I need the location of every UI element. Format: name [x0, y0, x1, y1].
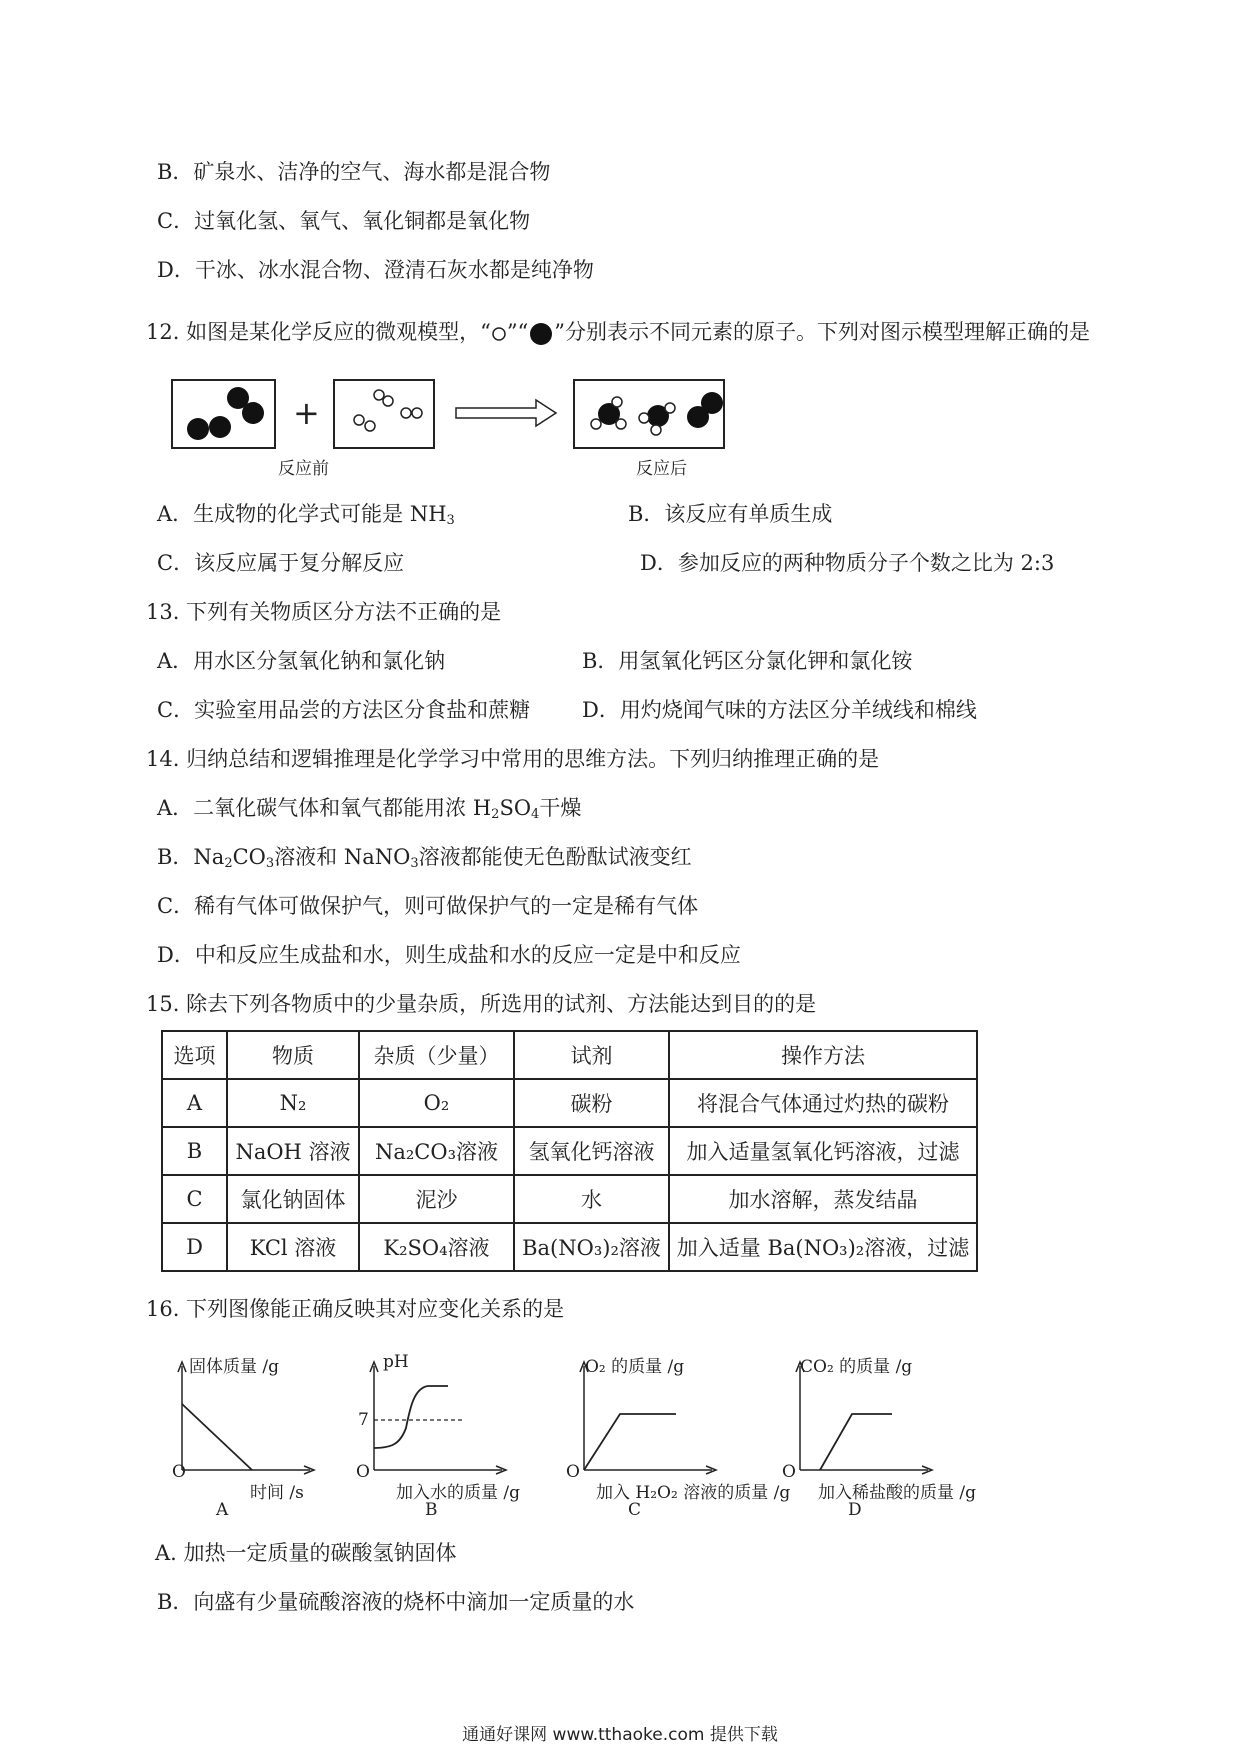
graph-c-letter: C — [628, 1500, 642, 1520]
header-cell: 操作方法 — [669, 1031, 977, 1079]
table-cell: Na₂CO₃溶液 — [359, 1127, 514, 1175]
svg-text:+: + — [293, 394, 320, 432]
header-cell: 试剂 — [514, 1031, 669, 1079]
table-cell: 加入适量 Ba(NO₃)₂溶液，过滤 — [669, 1223, 977, 1271]
header-cell: 物质 — [227, 1031, 359, 1079]
q16-option-a: A. 加热一定质量的碳酸氢钠固体 — [155, 1541, 457, 1565]
q14-option-b: B．$Na_2CO_3$溶液和 NaNO$_3$溶液都能使无色酚酞试液变红 — [157, 845, 692, 871]
graph-b-letter: B — [425, 1500, 438, 1520]
reaction-model-diagram — [170, 378, 760, 453]
graph-b-ylabel: pH — [383, 1352, 409, 1372]
q16-option-b: B．向盛有少量硫酸溶液的烧杯中滴加一定质量的水 — [157, 1590, 635, 1614]
q13-option-c: C．实验室用品尝的方法区分食盐和蔗糖 — [157, 698, 531, 722]
graph-a-origin: O — [172, 1462, 186, 1482]
graph-a-xlabel: 时间 /s — [250, 1483, 304, 1503]
q12-option-c: C．该反应属于复分解反应 — [157, 551, 405, 575]
table-cell: K₂SO₄溶液 — [359, 1223, 514, 1271]
header-cell: 杂质（少量） — [359, 1031, 514, 1079]
q13-option-a: A．用水区分氢氧化钠和氯化钠 — [157, 649, 446, 673]
q12-stem: 12. 如图是某化学反应的微观模型，“ ”“ ”分别表示不同元素的原子。下列对图示模型理解正确的是 — [146, 318, 1090, 347]
black-atom-icon — [528, 321, 554, 347]
graph-c-ylabel: O₂ 的质量 /g — [585, 1357, 685, 1377]
table-cell: 加入适量氢氧化钙溶液，过滤 — [669, 1127, 977, 1175]
q12-option-b: B．该反应有单质生成 — [628, 502, 833, 526]
table-cell: 氢氧化钙溶液 — [514, 1127, 669, 1175]
table-cell: NaOH 溶液 — [227, 1127, 359, 1175]
table-cell: D — [162, 1223, 227, 1271]
graph-d-ylabel: CO₂ 的质量 /g — [800, 1357, 913, 1377]
q11-option-b: B．矿泉水、洁净的空气、海水都是混合物 — [157, 160, 551, 184]
q14-stem: 14. 归纳总结和逻辑推理是化学学习中常用的思维方法。下列归纳推理正确的是 — [146, 747, 880, 771]
header-cell: 选项 — [162, 1031, 227, 1079]
graph-d-xlabel: 加入稀盐酸的质量 /g — [818, 1483, 977, 1503]
graph-d-origin: O — [782, 1462, 796, 1482]
graph-c-origin: O — [566, 1462, 580, 1482]
q14-option-d: D．中和反应生成盐和水，则生成盐和水的反应一定是中和反应 — [157, 943, 741, 967]
q15-stem: 15. 除去下列各物质中的少量杂质，所选用的试剂、方法能达到目的的是 — [146, 992, 817, 1016]
table-cell: B — [162, 1127, 227, 1175]
table-cell: A — [162, 1079, 227, 1127]
page-footer: 通通好课网 www.tthaoke.com 提供下载 — [462, 1725, 778, 1745]
q12-option-a: A．生成物的化学式可能是 $NH_3$ — [157, 502, 455, 528]
after-label: 反应后 — [636, 459, 687, 479]
graph-a-ylabel: 固体质量 /g — [189, 1357, 280, 1377]
table-cell: 将混合气体通过灼热的碳粉 — [669, 1079, 977, 1127]
graph-b — [362, 1358, 512, 1478]
table-cell: 水 — [514, 1175, 669, 1223]
table-cell: 碳粉 — [514, 1079, 669, 1127]
q14-option-a: A．二氧化碳气体和氧气都能用浓 $H_2SO_4$干燥 — [157, 796, 582, 822]
graph-b-tick-7: 7 — [358, 1410, 369, 1430]
graph-b-origin: O — [356, 1462, 370, 1482]
q15-table — [161, 1030, 978, 1272]
table-cell: 氯化钠固体 — [227, 1175, 359, 1223]
table-cell: O₂ — [359, 1079, 514, 1127]
table-row — [162, 1127, 977, 1175]
table-cell: N₂ — [227, 1079, 359, 1127]
table-row — [162, 1175, 977, 1223]
table-row — [162, 1223, 977, 1271]
graph-a-letter: A — [216, 1500, 229, 1520]
q16-stem: 16. 下列图像能正确反映其对应变化关系的是 — [146, 1297, 565, 1321]
table-cell: 泥沙 — [359, 1175, 514, 1223]
reaction-arrow — [456, 400, 556, 426]
before-label: 反应前 — [278, 459, 329, 479]
q11-option-d: D．干冰、冰水混合物、澄清石灰水都是纯净物 — [157, 258, 594, 282]
graph-d-letter: D — [848, 1500, 862, 1520]
q11-option-c: C．过氧化氢、氧气、氧化铜都是氧化物 — [157, 209, 531, 233]
table-header-row — [162, 1031, 977, 1079]
table-cell: C — [162, 1175, 227, 1223]
table-cell: 加水溶解，蒸发结晶 — [669, 1175, 977, 1223]
graph-b-xlabel: 加入水的质量 /g — [396, 1483, 521, 1503]
table-cell: Ba(NO₃)₂溶液 — [514, 1223, 669, 1271]
table-cell: KCl 溶液 — [227, 1223, 359, 1271]
table-row — [162, 1079, 977, 1127]
graph-c-xlabel: 加入 H₂O₂ 溶液的质量 /g — [596, 1483, 791, 1503]
q12-option-d: D．参加反应的两种物质分子个数之比为 2:3 — [640, 551, 1055, 575]
q14-option-c: C．稀有气体可做保护气，则可做保护气的一定是稀有气体 — [157, 894, 699, 918]
q13-stem: 13. 下列有关物质区分方法不正确的是 — [146, 600, 502, 624]
q13-option-d: D．用灼烧闻气味的方法区分羊绒线和棉线 — [582, 698, 977, 722]
q13-option-b: B．用氢氧化钙区分氯化钾和氯化铵 — [582, 649, 913, 673]
white-atom-icon — [491, 326, 507, 342]
